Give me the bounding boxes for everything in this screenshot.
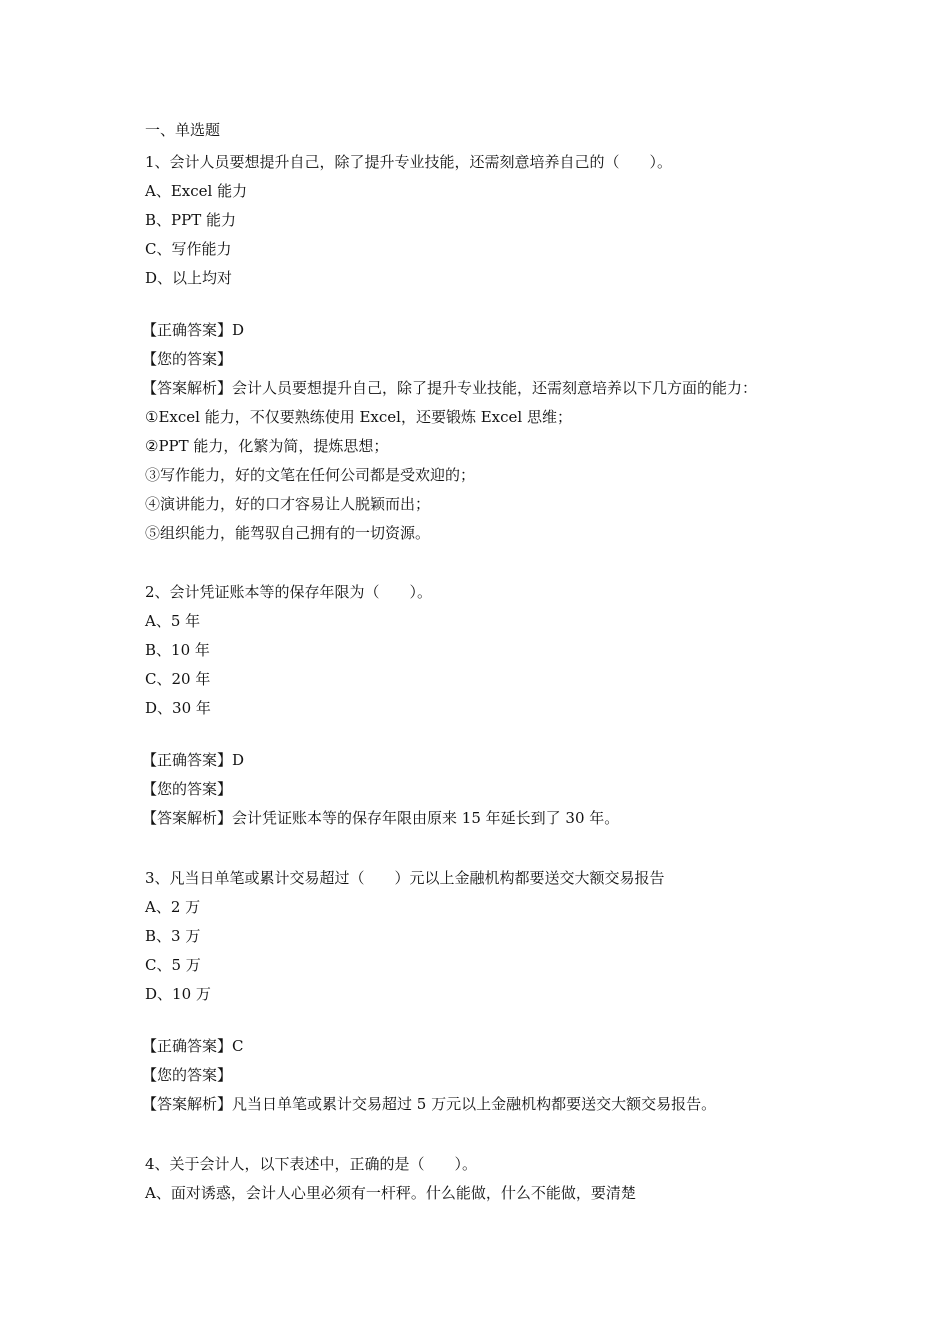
analysis-line <box>142 808 619 828</box>
analysis-point: ⑤组织能力，能驾驭自己拥有的一切资源。 <box>145 524 431 542</box>
your-answer-line <box>142 1065 232 1085</box>
your-answer-label: 【您的答案】 <box>142 1066 233 1084</box>
question-option: A、Excel 能力 <box>145 182 248 200</box>
correct-answer-label: 【正确答案】 <box>142 751 233 769</box>
analysis-text: 凡当日单笔或累计交易超过 5 万元以上金融机构都要送交大额交易报告。 <box>232 1095 717 1113</box>
question-option: B、PPT 能力 <box>145 211 236 229</box>
analysis-point: ③写作能力，好的文笔在任何公司都是受欢迎的； <box>145 466 476 484</box>
analysis-label: 【答案解析】 <box>142 809 233 827</box>
analysis-point: ①Excel 能力，不仅要熟练使用 Excel，还要锻炼 Excel 思维； <box>145 408 572 426</box>
correct-answer-line <box>142 320 244 340</box>
correct-answer-label: 【正确答案】 <box>142 321 233 339</box>
question-option: C、5 万 <box>145 956 201 974</box>
question-option: A、面对诱惑，会计人心里必须有一杆秤。什么能做，什么不能做，要清楚 <box>145 1184 636 1202</box>
correct-answer-line <box>142 1036 244 1056</box>
your-answer-label: 【您的答案】 <box>142 350 233 368</box>
section-title: 一、单选题 <box>145 121 221 139</box>
question-option: D、以上均对 <box>145 269 233 287</box>
question-option: B、10 年 <box>145 641 210 659</box>
correct-answer-value: D <box>232 321 245 339</box>
analysis-label: 【答案解析】 <box>142 1095 233 1113</box>
question-option: D、10 万 <box>145 985 211 1003</box>
analysis-text: 会计凭证账本等的保存年限由原来 15 年延长到了 30 年。 <box>232 809 620 827</box>
question-option: C、写作能力 <box>145 240 232 258</box>
question-option: A、5 年 <box>145 612 201 630</box>
question-stem: 1、会计人员要想提升自己，除了提升专业技能，还需刻意培养自己的（ ）。 <box>145 153 673 171</box>
analysis-text: 会计人员要想提升自己，除了提升专业技能，还需刻意培养以下几方面的能力： <box>232 379 758 397</box>
analysis-point: ④演讲能力，好的口才容易让人脱颖而出； <box>145 495 431 513</box>
question-option: A、2 万 <box>145 898 201 916</box>
question-stem: 2、会计凭证账本等的保存年限为（ ）。 <box>145 583 433 601</box>
correct-answer-line <box>142 750 244 770</box>
analysis-line <box>142 1094 716 1114</box>
correct-answer-value: D <box>232 751 245 769</box>
analysis-label: 【答案解析】 <box>142 379 233 397</box>
your-answer-line <box>142 779 232 799</box>
question-stem: 4、关于会计人，以下表述中，正确的是（ ）。 <box>145 1155 478 1173</box>
correct-answer-value: C <box>232 1037 244 1055</box>
analysis-point: ②PPT 能力，化繁为简，提炼思想； <box>145 437 389 455</box>
your-answer-line <box>142 349 232 369</box>
question-option: B、3 万 <box>145 927 201 945</box>
question-stem: 3、凡当日单笔或累计交易超过（ ）元以上金融机构都要送交大额交易报告 <box>145 869 665 887</box>
correct-answer-label: 【正确答案】 <box>142 1037 233 1055</box>
analysis-line <box>142 378 757 398</box>
your-answer-label: 【您的答案】 <box>142 780 233 798</box>
question-option: C、20 年 <box>145 670 211 688</box>
question-option: D、30 年 <box>145 699 211 717</box>
